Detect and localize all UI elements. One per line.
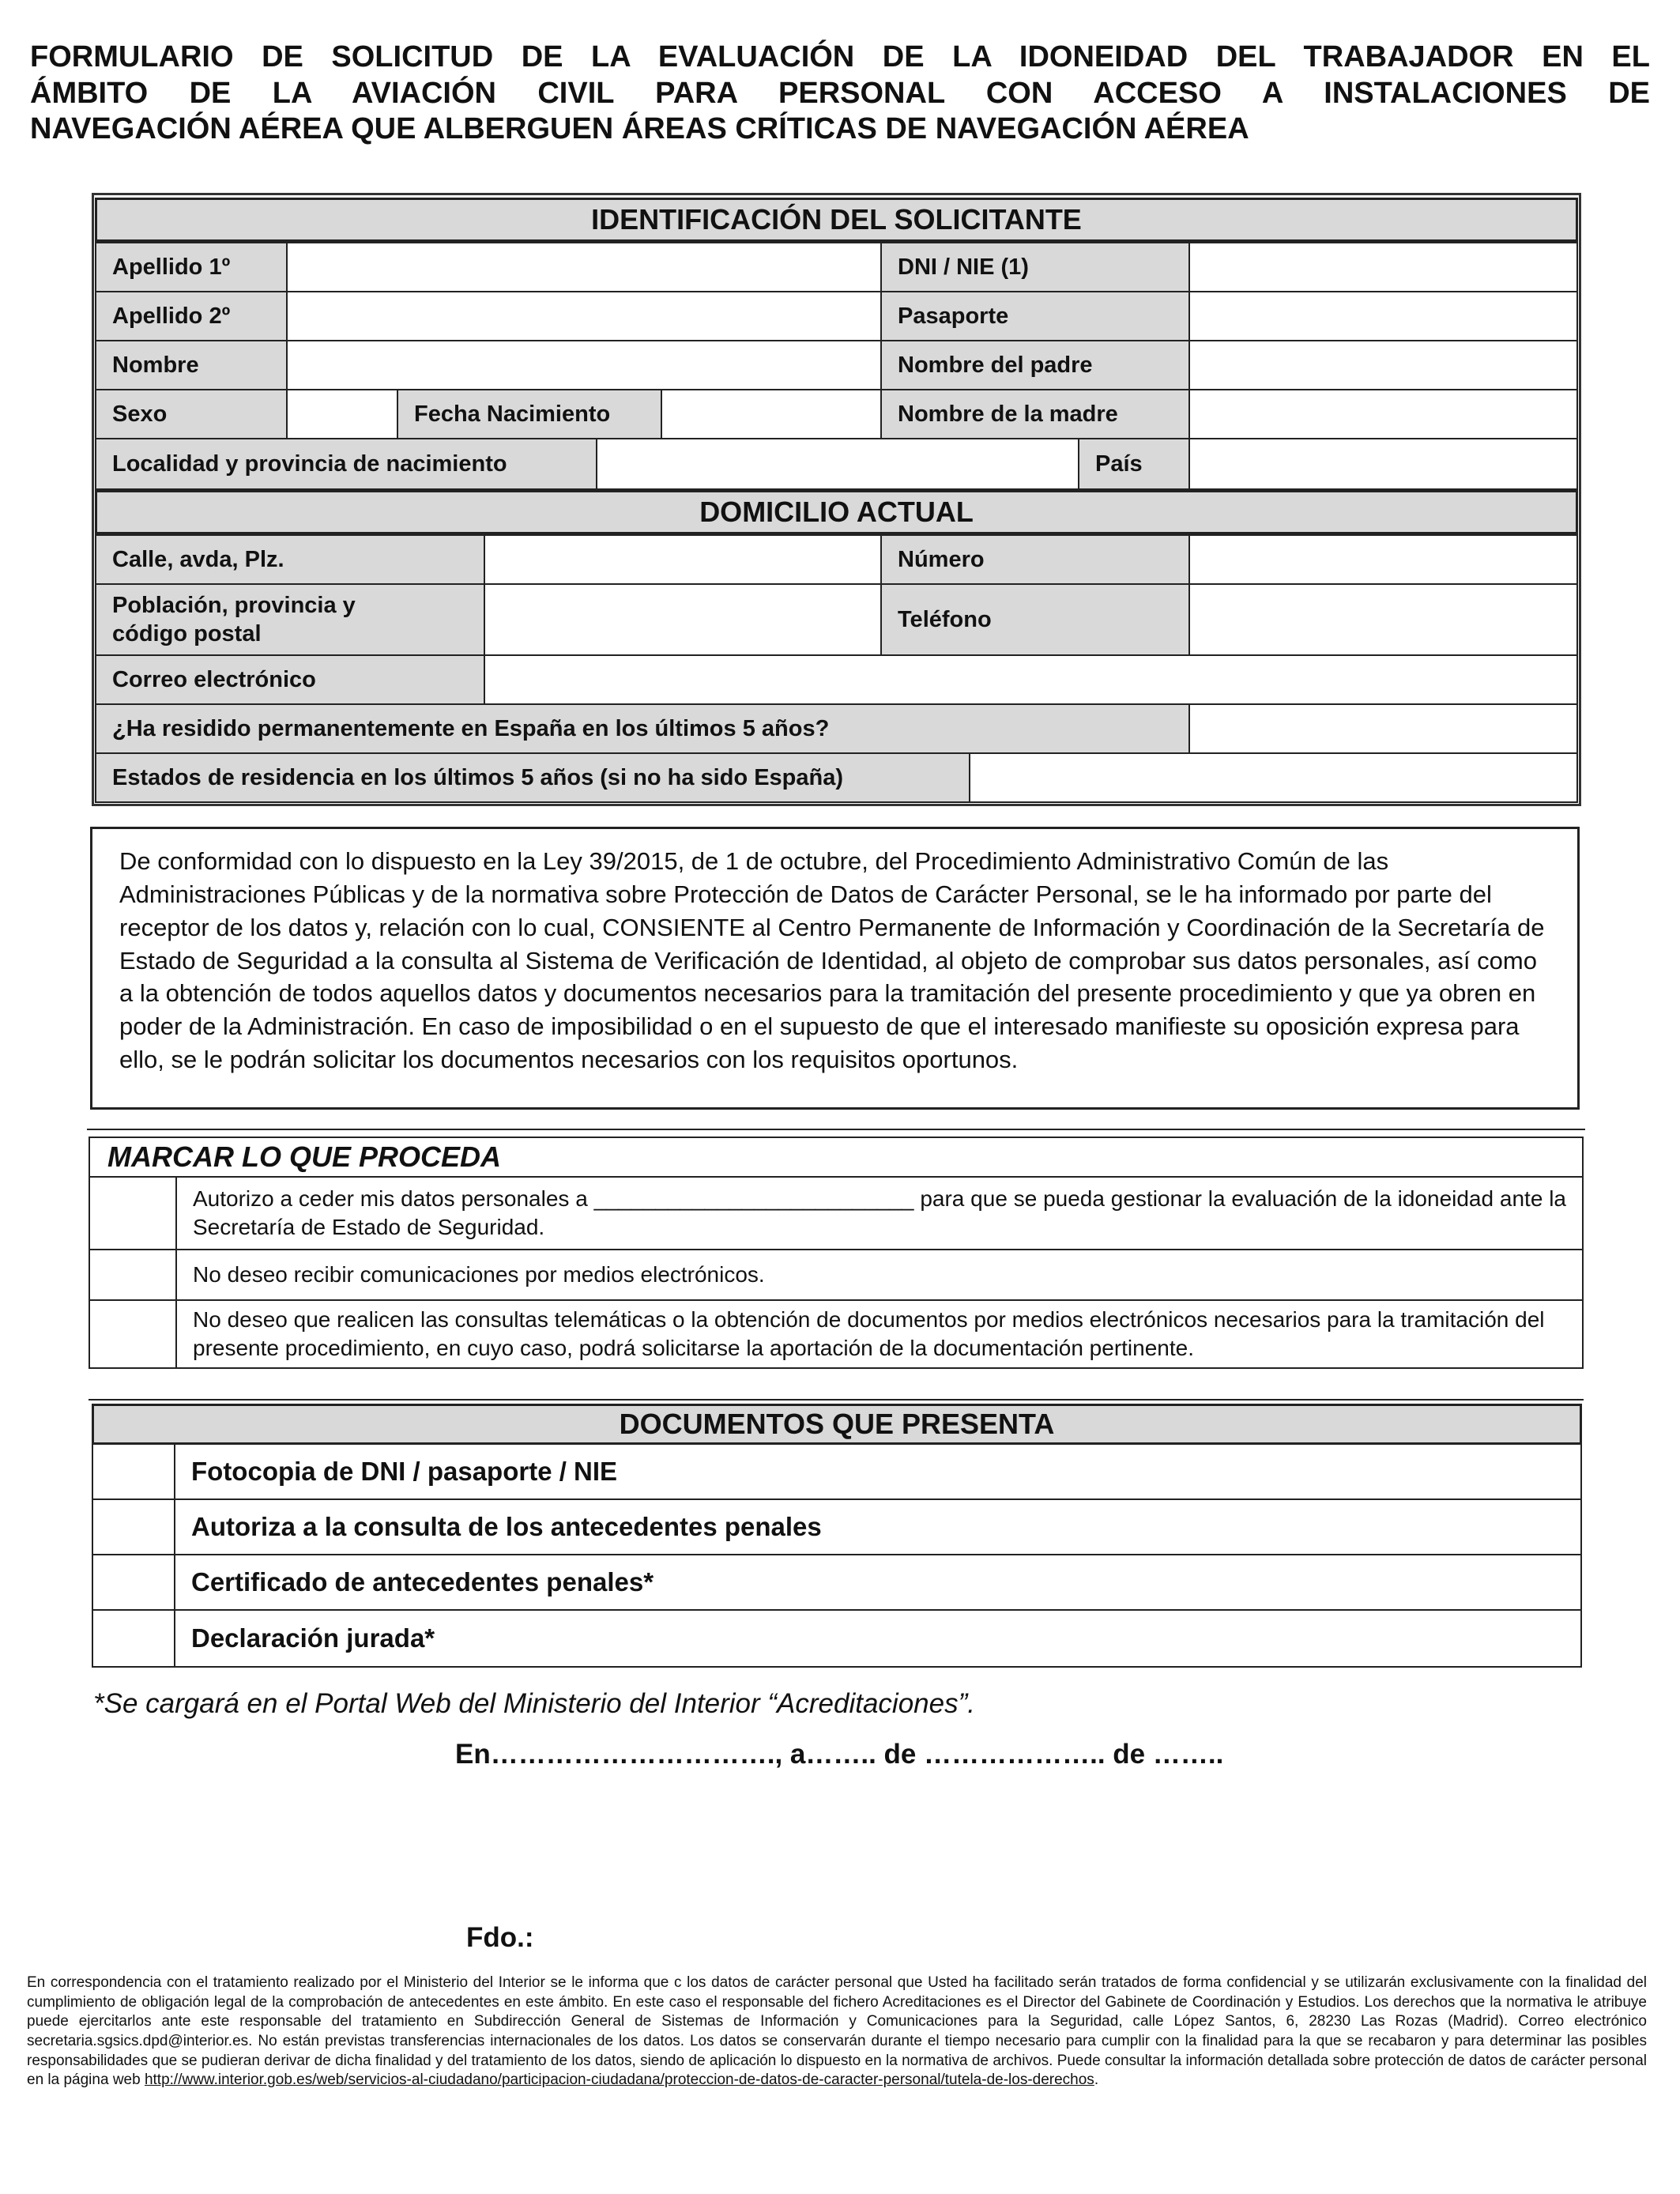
sexo-field[interactable] [286,389,398,439]
title-line-1: FORMULARIO DE SOLICITUD DE LA EVALUACIÓN DE LA IDONEIDAD DEL TRABAJADOR EN EL [30,40,1650,74]
poblacion-label-line2: código postal [112,621,262,647]
doc-item-4: Declaración jurada* [174,1609,1582,1668]
documentos-top-line [89,1399,1584,1400]
footer-end: . [1094,2071,1099,2089]
nombre-madre-field[interactable] [1188,389,1578,439]
marcar-header [89,1137,1584,1178]
doc-checkbox-4[interactable] [92,1609,175,1668]
nombre-padre-label: Nombre del padre [880,340,1190,390]
residido-label: ¿Ha residido permanentemente en España en los últimos 5 años? [95,703,1190,754]
localidad-field[interactable] [596,438,1079,490]
marcar-checkbox-2[interactable] [89,1249,177,1301]
numero-field[interactable] [1188,534,1578,585]
place-date-line: En…………………………., a…….. de ……………….. de …….. [455,1739,1224,1770]
fecha-nacimiento-label: Fecha Nacimiento [397,389,662,439]
doc-checkbox-3[interactable] [92,1554,175,1611]
estados-field[interactable] [969,752,1578,803]
data-protection-footer [27,1973,1647,2090]
nombre-madre-label: Nombre de la madre [880,389,1190,439]
domicilio-header: DOMICILIO ACTUAL [95,490,1578,534]
marcar-option-2: No deseo recibir comunicaciones por medios electrónicos. [175,1249,1584,1301]
apellido2-label: Apellido 2º [95,291,288,341]
acreditaciones-note: *Se cargará en el Portal Web del Ministerio del Interior “Acreditaciones”. [93,1688,975,1719]
identificacion-header: IDENTIFICACIÓN DEL SOLICITANTE [95,198,1578,242]
poblacion-label [95,583,485,656]
title-line-2: ÁMBITO DE LA AVIACIÓN CIVIL PARA PERSONAL CON ACCESO A INSTALACIONES DE [30,76,1650,110]
marcar-option-3: No deseo que realicen las consultas telemáticas o la obtención de documentos por medios electrónicos necesarios para la tramitación del presente procedimiento, en cuyo caso, podrá solicitarse la aportación de la documentación pertinente. [175,1299,1584,1369]
pais-field[interactable] [1188,438,1578,490]
footer-text: En correspondencia con el tratamiento realizado por el Ministerio del Interior se le informa que c los datos de carácter personal que Usted ha facilitado serán tratados de forma confidencial y se utilizarán exclusivamente con la finalidad del cumplimiento de obligación legal de la comprobación de antecedentes en este ámbito. En este caso el responsable del fichero Acreditaciones es el Director del Gabinete de Coordinación y Estudios. Los derechos que la normativa le atribuye puede ejercitarlos ante este responsable del tratamiento en Subdirección General de Sistemas de Información y Comunicaciones para la Seguridad, calle López Santos, 6, 28230 Las Rozas (Madrid). Correo electrónico secretaria.sgsics.dpd@interior.es. No están previstas transferencias internacionales de los datos. Los datos se conservarán durante el tiempo necesario para cumplir con la finalidad para la que se recabaron y para determinar las posibles responsabilidades que se pudieran derivar de dicha finalidad y del tratamiento de los datos, siendo de aplicación lo dispuesto en la normativa de archivos. Puede consultar la información detallada sobre protección de datos de carácter personal en la página web [27,1974,1647,2089]
dni-label: DNI / NIE (1) [880,242,1190,292]
form-title [30,40,1650,148]
nombre-field[interactable] [286,340,882,390]
pasaporte-field[interactable] [1188,291,1578,341]
poblacion-label-line1: Población, provincia y [112,592,356,618]
poblacion-field[interactable] [484,583,882,656]
dni-field[interactable] [1188,242,1578,292]
apellido1-label: Apellido 1º [95,242,288,292]
title-line-3: NAVEGACIÓN AÉREA QUE ALBERGUEN ÁREAS CRÍTICAS DE NAVEGACIÓN AÉREA [30,112,1249,146]
documentos-header: DOCUMENTOS QUE PRESENTA [92,1404,1582,1445]
telefono-label: Teléfono [880,583,1190,656]
marcar-header-text: MARCAR LO QUE PROCEDA [107,1140,502,1173]
marcar-checkbox-1[interactable] [89,1176,177,1250]
apellido2-field[interactable] [286,291,882,341]
consent-text: De conformidad con lo dispuesto en la Ley 39/2015, de 1 de octubre, del Procedimiento Administrativo Común de las Administraciones Públicas y de la normativa sobre Protección de Datos de Carácter Personal, se le ha informado por parte del receptor de los datos y, relación con lo cual, CONSIENTE al Centro Permanente de Información y Coordinación de la Secretaría de Estado de Seguridad a la consulta al Sistema de Verificación de Identidad, al objeto de comprobar sus datos personales, así como a la obtención de todos aquellos datos y documentos necesarios para la tramitación del presente procedimiento y que ya obren en poder de la Administración. En caso de imposibilidad o en el supuesto de que el interesado manifieste su oposición expresa para ello, se le podrán solicitar los documentos necesarios con los requisitos oportunos. [90,827,1580,1110]
pais-label: País [1078,438,1190,490]
apellido1-field[interactable] [286,242,882,292]
signature-label: Fdo.: [466,1922,534,1953]
calle-field[interactable] [484,534,882,585]
localidad-label: Localidad y provincia de nacimiento [95,438,597,490]
doc-item-1: Fotocopia de DNI / pasaporte / NIE [174,1443,1582,1500]
numero-label: Número [880,534,1190,585]
nombre-label: Nombre [95,340,288,390]
marcar-option-1: Autorizo a ceder mis datos personales a __________________________ para que se pueda gestionar la evaluación de la idoneidad ante la Secretaría de Estado de Seguridad. [175,1176,1584,1250]
marcar-top-line [87,1129,1585,1130]
nombre-padre-field[interactable] [1188,340,1578,390]
residido-field[interactable] [1188,703,1578,754]
fecha-nacimiento-field[interactable] [661,389,882,439]
sexo-label: Sexo [95,389,288,439]
pasaporte-label: Pasaporte [880,291,1190,341]
calle-label: Calle, avda, Plz. [95,534,485,585]
correo-field[interactable] [484,654,1578,705]
telefono-field[interactable] [1188,583,1578,656]
marcar-checkbox-3[interactable] [89,1299,177,1369]
estados-label: Estados de residencia en los últimos 5 años (si no ha sido España) [95,752,970,803]
doc-item-2: Autoriza a la consulta de los antecedentes penales [174,1498,1582,1555]
doc-checkbox-2[interactable] [92,1498,175,1555]
doc-item-3: Certificado de antecedentes penales* [174,1554,1582,1611]
correo-label: Correo electrónico [95,654,485,705]
doc-checkbox-1[interactable] [92,1443,175,1500]
footer-link[interactable]: http://www.interior.gob.es/web/servicios-al-ciudadano/participacion-ciudadana/proteccion-de-datos-de-caracter-personal/tutela-de-los-derechos [144,2071,1094,2089]
